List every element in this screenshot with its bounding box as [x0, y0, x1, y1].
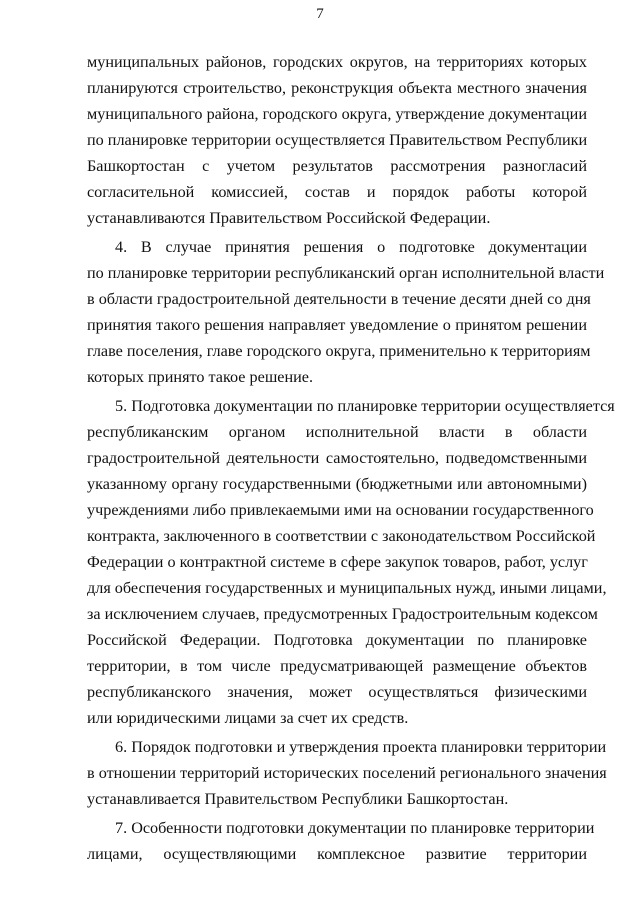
- text-line: или юридическими лицами за счет их средств.: [87, 709, 409, 727]
- text-line: 6. Порядок подготовки и утверждения проекта планировки территории: [115, 738, 607, 756]
- text-line: муниципальных районов, городских округов, на территориях которых: [87, 53, 587, 71]
- text-line: Башкортостан с учетом результатов рассмотрения разногласий: [87, 157, 587, 175]
- text-line: в отношении территорий исторических поселений регионального значения: [87, 764, 607, 782]
- text-line: градостроительной деятельности самостоятельно, подведомственными: [87, 449, 587, 467]
- text-line: территории, в том числе предусматривающей размещение объектов: [87, 657, 587, 675]
- document-body: [87, 49, 615, 870]
- paragraph: [87, 49, 587, 231]
- paragraph: [87, 815, 595, 867]
- paragraph: [87, 734, 607, 812]
- text-line: Федерации о контрактной системе в сфере закупок товаров, работ, услуг: [87, 553, 588, 571]
- text-line: муниципального района, городского округа, утверждение документации: [87, 105, 587, 123]
- text-line: за исключением случаев, предусмотренных Градостроительным кодексом: [87, 605, 598, 623]
- text-line: устанавливается Правительством Республики Башкортостан.: [87, 790, 509, 808]
- text-line: 5. Подготовка документации по планировке территории осуществляется: [115, 397, 615, 415]
- text-line: главе поселения, главе городского округа, применительно к территориям: [87, 342, 591, 360]
- text-line: лицами, осуществляющими комплексное развитие территории: [87, 845, 587, 863]
- text-line: принятия такого решения направляет уведомление о принятом решении: [87, 316, 587, 334]
- text-line: учреждениями либо привлекаемыми ими на основании государственного: [87, 501, 594, 519]
- page-number: 7: [316, 6, 324, 22]
- text-line: планируются строительство, реконструкция объекта местного значения: [87, 79, 587, 97]
- text-line: республиканским органом исполнительной власти в области: [87, 423, 587, 441]
- text-line: Российской Федерации. Подготовка документации по планировке: [87, 631, 587, 649]
- paragraph: [87, 234, 605, 390]
- text-line: по планировке территории республиканский орган исполнительной власти: [87, 264, 605, 282]
- text-line: по планировке территории осуществляется Правительством Республики: [87, 131, 588, 149]
- text-line: устанавливаются Правительством Российской Федерации.: [87, 209, 491, 227]
- text-line: республиканского значения, может осуществляться физическими: [87, 683, 587, 701]
- text-line: указанному органу государственными (бюджетными или автономными): [87, 475, 587, 493]
- text-line: 7. Особенности подготовки документации по планировке территории: [115, 819, 595, 837]
- text-line: контракта, заключенного в соответствии с законодательством Российской: [87, 527, 596, 545]
- text-line: в области градостроительной деятельности в течение десяти дней со дня: [87, 290, 591, 308]
- paragraph: [87, 393, 615, 731]
- text-line: для обеспечения государственных и муниципальных нужд, иными лицами,: [87, 579, 607, 597]
- text-line: согласительной комиссией, состав и порядок работы которой: [87, 183, 587, 201]
- text-line: 4. В случае принятия решения о подготовке документации: [115, 238, 587, 256]
- text-line: которых принято такое решение.: [87, 368, 314, 386]
